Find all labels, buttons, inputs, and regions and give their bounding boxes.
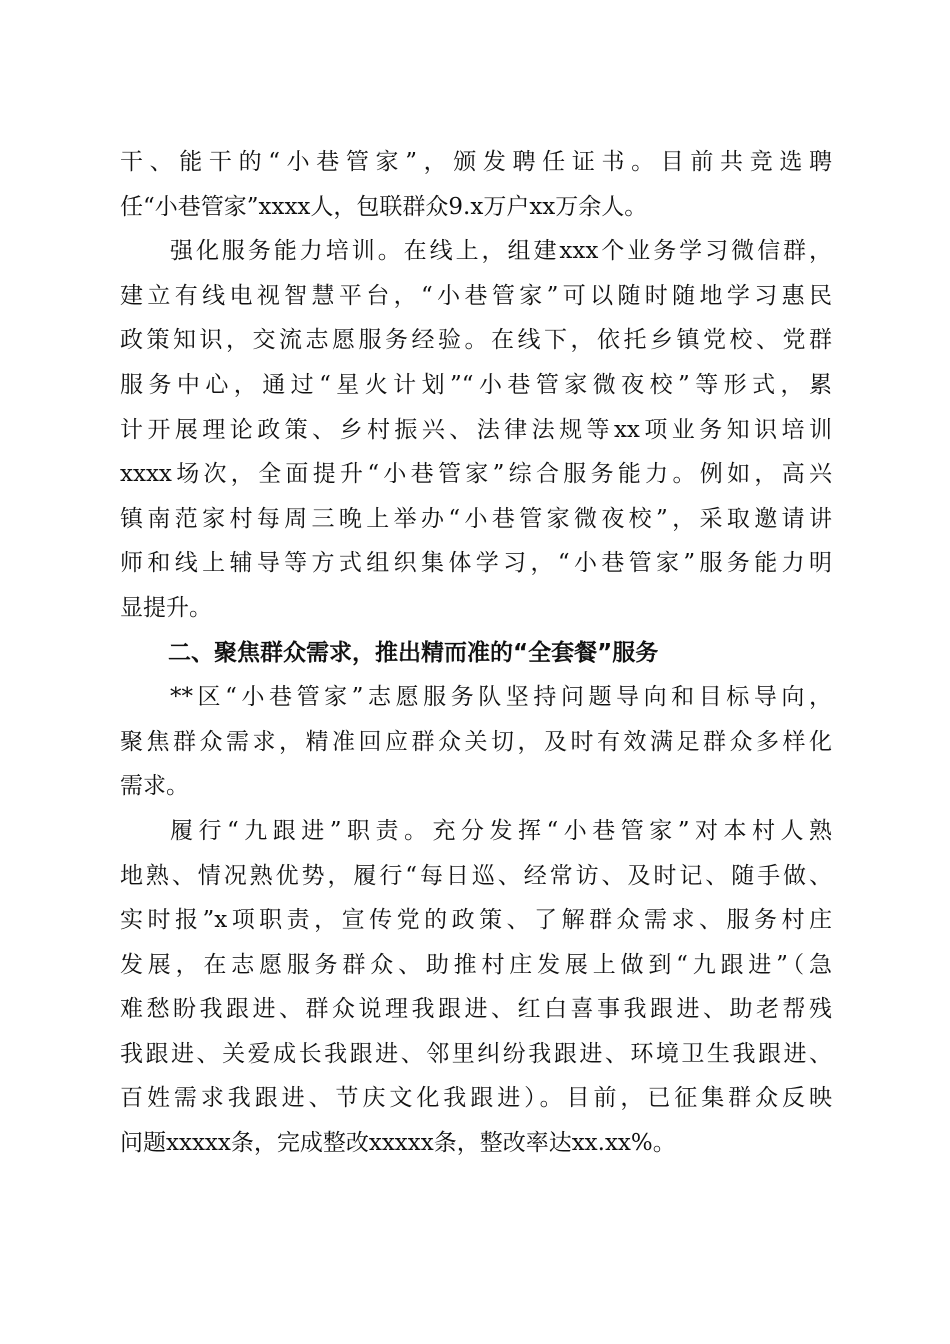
paragraph-line: 地熟、情况熟优势，履行“每日巡、经常访、及时记、随手做、 [120,862,832,889]
paragraph-line: 实时报”x项职责，宣传党的政策、了解群众需求、服务村庄 [120,907,832,934]
paragraph-line: 服务中心，通过“星火计划”“小巷管家微夜校”等形式，累 [120,371,832,398]
paragraph-line: xxxx场次，全面提升“小巷管家”综合服务能力。例如，高兴 [120,461,832,488]
paragraph-line: 师和线上辅导等方式组织集体学习，“小巷管家”服务能力明 [120,550,832,577]
paragraph-1 [120,140,832,229]
paragraph-line: 发展，在志愿服务群众、助推村庄发展上做到“九跟进”（急 [120,951,832,978]
paragraph-line: 百姓需求我跟进、节庆文化我跟进）。目前，已征集群众反映 [120,1085,832,1112]
paragraph-line: 任“小巷管家”xxxx人，包联群众9.x万户xx万余人。 [120,193,648,220]
paragraph-line: 聚焦群众需求，精准回应群众关切，及时有效满足群众多样化 [120,728,832,755]
paragraph-line: 政策知识，交流志愿服务经验。在线下，依托乡镇党校、党群 [120,327,832,354]
document-body [120,140,832,1166]
paragraph-2 [120,229,832,630]
paragraph-line: 镇南范家村每周三晚上举办“小巷管家微夜校”，采取邀请讲 [120,505,832,532]
paragraph-line: 需求。 [120,773,189,800]
paragraph-3 [120,675,832,809]
paragraph-line: 干、能干的“小巷管家”，颁发聘任证书。目前共竞选聘 [120,149,832,175]
paragraph-line: 强化服务能力培训。在线上，组建xxx个业务学习微信群， [170,238,832,265]
paragraph-4 [120,809,832,1166]
paragraph-line: 问题xxxxx条，完成整改xxxxx条，整改率达xx.xx%。 [120,1130,676,1157]
section-heading: 二、聚焦群众需求，推出精而准的“全套餐”服务 [168,639,659,666]
paragraph-line: 我跟进、关爱成长我跟进、邻里纠纷我跟进、环境卫生我跟进、 [120,1040,832,1067]
paragraph-line: 显提升。 [120,594,212,621]
paragraph-line: 计开展理论政策、乡村振兴、法律法规等xx项业务知识培训 [120,416,832,443]
paragraph-line: 建立有线电视智慧平台，“小巷管家”可以随时随地学习惠民 [120,282,832,309]
paragraph-line: 履行“九跟进”职责。充分发挥“小巷管家”对本村人熟 [170,817,832,844]
paragraph-line: 难愁盼我跟进、群众说理我跟进、红白喜事我跟进、助老帮残 [120,996,832,1023]
paragraph-line: **区“小巷管家”志愿服务队坚持问题导向和目标导向， [170,684,832,711]
